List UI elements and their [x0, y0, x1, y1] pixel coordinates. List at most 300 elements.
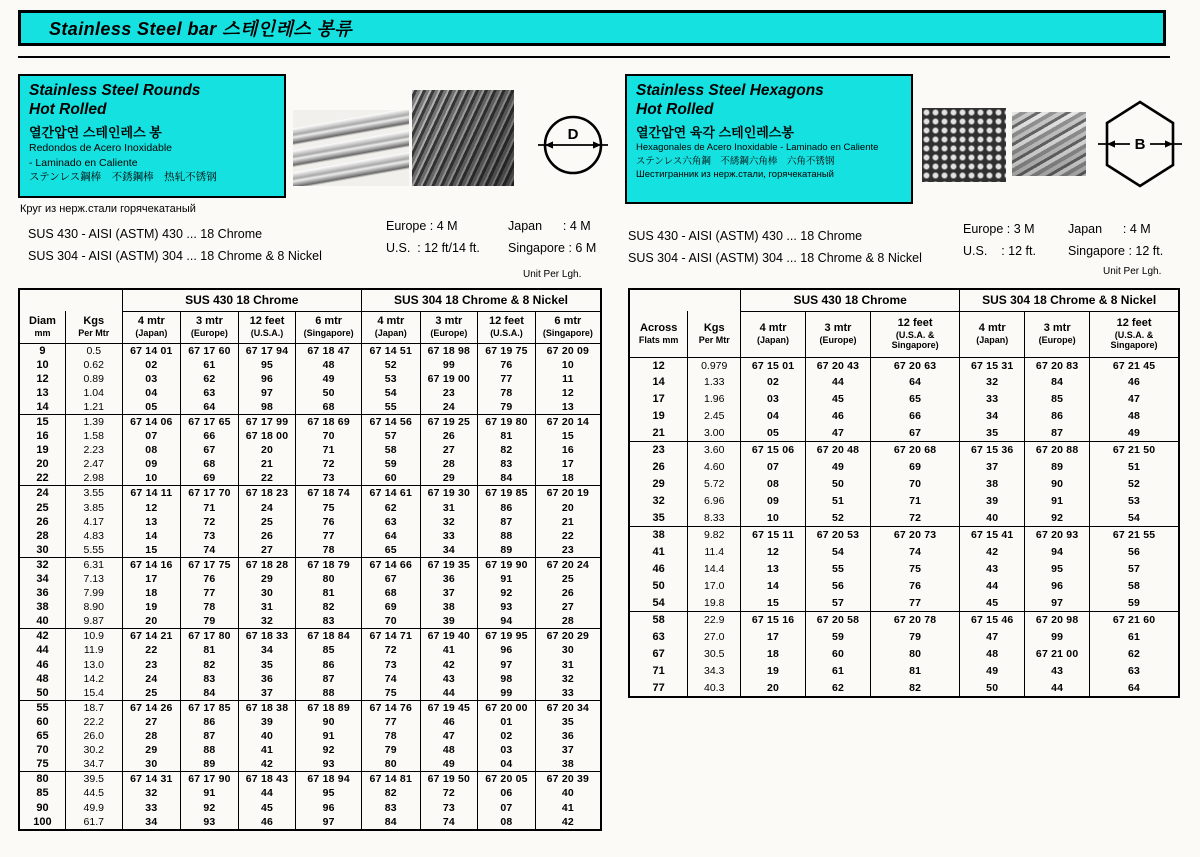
table-row	[629, 527, 1179, 544]
weight-cell: 17.0	[688, 578, 741, 595]
impa-code-cell: 67 15 06	[741, 442, 806, 459]
table-row	[629, 578, 1179, 595]
table-row	[19, 658, 601, 672]
weight-cell: 5.72	[688, 476, 741, 493]
impa-code-cell: 79	[181, 614, 239, 629]
impa-code-cell: 68	[361, 586, 420, 600]
sus430-header: SUS 430 18 Chrome	[122, 289, 361, 311]
diameter-letter: D	[567, 126, 579, 143]
impa-code-cell: 64	[181, 400, 239, 415]
impa-code-cell: 26	[535, 586, 601, 600]
impa-code-cell: 42	[535, 815, 601, 830]
impa-code-cell: 67 17 85	[181, 700, 239, 715]
impa-code-cell: 65	[870, 391, 959, 408]
impa-code-cell: 67 19 00	[420, 372, 478, 386]
impa-code-cell: 32	[122, 786, 181, 800]
rounds-table-body	[19, 343, 601, 830]
size-cell: 16	[19, 429, 65, 443]
impa-code-cell: 91	[181, 786, 239, 800]
impa-code-cell: 36	[535, 729, 601, 743]
size-cell: 60	[19, 715, 65, 729]
size-cell: 58	[629, 612, 688, 629]
impa-code-cell: 74	[181, 543, 239, 558]
table-row	[629, 425, 1179, 442]
impa-code-cell: 69	[361, 600, 420, 614]
impa-code-cell: 07	[478, 801, 536, 815]
size-cell: 67	[629, 646, 688, 663]
weight-cell: 34.3	[688, 663, 741, 680]
impa-code-cell: 86	[478, 501, 536, 515]
table-row	[19, 700, 601, 715]
grade-header-row	[19, 289, 601, 311]
impa-code-cell: 67 21 00	[1025, 646, 1090, 663]
weight-cell: 0.5	[65, 343, 122, 358]
impa-code-cell: 63	[361, 515, 420, 529]
table-row	[19, 786, 601, 800]
impa-code-cell: 36	[238, 672, 296, 686]
size-cell: 9	[19, 343, 65, 358]
impa-code-cell: 86	[296, 658, 362, 672]
impa-code-cell: 42	[420, 658, 478, 672]
size-cell: 10	[19, 358, 65, 372]
impa-code-cell: 67 17 60	[181, 343, 239, 358]
impa-code-cell: 67 20 83	[1025, 357, 1090, 374]
weight-cell: 3.55	[65, 486, 122, 501]
size-cell: 20	[19, 457, 65, 471]
impa-code-cell: 78	[361, 729, 420, 743]
impa-code-cell: 45	[238, 801, 296, 815]
impa-code-cell: 24	[420, 400, 478, 415]
impa-code-cell: 15	[741, 595, 806, 612]
impa-code-cell: 73	[296, 471, 362, 486]
impa-code-cell: 67 21 60	[1090, 612, 1179, 629]
impa-code-cell: 40	[535, 786, 601, 800]
impa-code-cell: 50	[806, 476, 871, 493]
impa-code-cell: 49	[296, 372, 362, 386]
impa-code-cell: 21	[535, 515, 601, 529]
length-column-header: 3 mtr (Europe)	[181, 311, 239, 343]
impa-code-cell: 20	[741, 680, 806, 698]
impa-code-cell: 99	[420, 358, 478, 372]
impa-code-cell: 50	[296, 386, 362, 400]
table-row	[19, 429, 601, 443]
impa-code-cell: 67 19 40	[420, 629, 478, 644]
impa-code-cell: 15	[122, 543, 181, 558]
impa-code-cell: 32	[238, 614, 296, 629]
impa-code-cell: 69	[870, 459, 959, 476]
impa-code-cell: 79	[870, 629, 959, 646]
impa-code-cell: 17	[122, 572, 181, 586]
weight-cell: 4.60	[688, 459, 741, 476]
impa-code-cell: 22	[122, 643, 181, 657]
impa-code-cell: 22	[535, 529, 601, 543]
impa-code-cell: 20	[535, 501, 601, 515]
weight-cell: 6.96	[688, 493, 741, 510]
impa-code-cell: 61	[181, 358, 239, 372]
length-column-header: 12 feet (U.S.A. & Singapore)	[870, 311, 959, 357]
impa-code-cell: 67 14 61	[361, 486, 420, 501]
impa-code-cell: 56	[806, 578, 871, 595]
hex-title: Stainless Steel Hexagons	[636, 82, 824, 99]
length-column-header: 4 mtr (Japan)	[960, 311, 1025, 357]
size-cell: 44	[19, 643, 65, 657]
weight-cell: 2.23	[65, 443, 122, 457]
impa-code-cell: 77	[870, 595, 959, 612]
impa-code-cell: 35	[960, 425, 1025, 442]
weight-cell: 1.96	[688, 391, 741, 408]
hex-spec-304: SUS 304 - AISI (ASTM) 304 ... 18 Chrome & 8 Nickel	[628, 251, 922, 265]
impa-code-cell: 24	[122, 672, 181, 686]
size-cell: 46	[19, 658, 65, 672]
impa-code-cell: 19	[122, 600, 181, 614]
impa-code-cell: 27	[238, 543, 296, 558]
impa-code-cell: 83	[478, 457, 536, 471]
impa-code-cell: 53	[1090, 493, 1179, 510]
table-row	[629, 595, 1179, 612]
table-row	[629, 442, 1179, 459]
impa-code-cell: 37	[420, 586, 478, 600]
impa-code-cell: 47	[1090, 391, 1179, 408]
impa-code-cell: 41	[238, 743, 296, 757]
impa-code-cell: 31	[238, 600, 296, 614]
weight-cell: 1.04	[65, 386, 122, 400]
impa-code-cell: 66	[181, 429, 239, 443]
impa-code-cell: 59	[1090, 595, 1179, 612]
hex-title-russian: Шестигранник из нерж.стали, горячекатаный	[636, 168, 834, 180]
impa-code-cell: 67 17 94	[238, 343, 296, 358]
impa-code-cell: 67 17 65	[181, 414, 239, 429]
impa-code-cell: 45	[806, 391, 871, 408]
impa-code-cell: 27	[122, 715, 181, 729]
size-cell: 55	[19, 700, 65, 715]
size-cell: 42	[19, 629, 65, 644]
impa-code-cell: 29	[238, 572, 296, 586]
sus430-header: SUS 430 18 Chrome	[741, 289, 960, 311]
impa-code-cell: 67 20 39	[535, 772, 601, 787]
impa-code-cell: 12	[741, 544, 806, 561]
impa-code-cell: 43	[1025, 663, 1090, 680]
size-cell: 32	[19, 557, 65, 572]
impa-code-cell: 38	[535, 757, 601, 772]
weight-cell: 11.4	[688, 544, 741, 561]
impa-code-cell: 13	[741, 561, 806, 578]
impa-code-cell: 76	[478, 358, 536, 372]
impa-code-cell: 88	[296, 686, 362, 701]
table-row	[19, 757, 601, 772]
size-column-header: Across Flats mm	[629, 311, 688, 357]
impa-code-cell: 85	[296, 643, 362, 657]
impa-code-cell: 10	[122, 471, 181, 486]
impa-code-cell: 56	[1090, 544, 1179, 561]
impa-code-cell: 17	[741, 629, 806, 646]
size-cell: 24	[19, 486, 65, 501]
impa-code-cell: 58	[361, 443, 420, 457]
size-cell: 85	[19, 786, 65, 800]
weight-cell: 27.0	[688, 629, 741, 646]
size-cell: 29	[629, 476, 688, 493]
impa-code-cell: 31	[535, 658, 601, 672]
impa-code-cell: 32	[420, 515, 478, 529]
weight-column-header: Kgs Per Mtr	[65, 311, 122, 343]
size-cell: 19	[629, 408, 688, 425]
impa-code-cell: 39	[960, 493, 1025, 510]
impa-code-cell: 68	[296, 400, 362, 415]
impa-code-cell: 33	[960, 391, 1025, 408]
impa-code-cell: 86	[181, 715, 239, 729]
impa-code-cell: 67	[361, 572, 420, 586]
impa-code-cell: 07	[122, 429, 181, 443]
impa-code-cell: 13	[122, 515, 181, 529]
impa-code-cell: 82	[478, 443, 536, 457]
impa-code-cell: 62	[1090, 646, 1179, 663]
weight-cell: 22.9	[688, 612, 741, 629]
impa-code-cell: 46	[420, 715, 478, 729]
impa-code-cell: 67 18 79	[296, 557, 362, 572]
rounds-subtitle: Hot Rolled	[29, 100, 107, 118]
rounds-length-japan: Japan : 4 M	[508, 219, 591, 233]
impa-code-cell: 57	[806, 595, 871, 612]
impa-code-cell: 83	[361, 801, 420, 815]
impa-code-cell: 96	[1025, 578, 1090, 595]
rounds-title-korean: 열간압연 스테인레스 봉	[29, 125, 162, 141]
table-row	[19, 600, 601, 614]
impa-code-cell: 33	[420, 529, 478, 543]
impa-code-cell: 67 20 14	[535, 414, 601, 429]
impa-code-cell: 03	[741, 391, 806, 408]
impa-code-cell: 67 18 28	[238, 557, 296, 572]
impa-code-cell: 67 17 99	[238, 414, 296, 429]
impa-code-cell: 23	[535, 543, 601, 558]
size-cell: 14	[19, 400, 65, 415]
impa-code-cell: 84	[181, 686, 239, 701]
impa-code-cell: 67 14 31	[122, 772, 181, 787]
impa-code-cell: 31	[420, 501, 478, 515]
length-column-header: 12 feet (U.S.A.)	[238, 311, 296, 343]
impa-code-cell: 67 14 06	[122, 414, 181, 429]
impa-code-cell: 71	[296, 443, 362, 457]
impa-code-cell: 67	[870, 425, 959, 442]
hex-length-us: U.S. : 12 ft.	[963, 244, 1036, 258]
size-cell: 90	[19, 801, 65, 815]
impa-code-cell: 60	[806, 646, 871, 663]
impa-code-cell: 46	[806, 408, 871, 425]
rounds-title-spanish-2: - Laminado en Caliente	[29, 156, 138, 169]
impa-code-cell: 98	[478, 672, 536, 686]
impa-code-cell: 03	[478, 743, 536, 757]
size-cell: 30	[19, 543, 65, 558]
impa-code-cell: 26	[420, 429, 478, 443]
impa-code-cell: 66	[870, 408, 959, 425]
impa-code-cell: 58	[1090, 578, 1179, 595]
impa-code-cell: 67 20 09	[535, 343, 601, 358]
size-cell: 80	[19, 772, 65, 787]
grade-header-row	[629, 289, 1179, 311]
impa-code-cell: 46	[1090, 374, 1179, 391]
impa-code-cell: 08	[741, 476, 806, 493]
length-column-header: 12 feet (U.S.A.)	[478, 311, 536, 343]
impa-code-cell: 80	[296, 572, 362, 586]
page-title: Stainless Steel bar 스테인레스 봉류	[49, 19, 352, 39]
impa-code-cell: 67 14 21	[122, 629, 181, 644]
weight-cell: 4.83	[65, 529, 122, 543]
hex-table-body	[629, 357, 1179, 697]
impa-code-cell: 97	[478, 658, 536, 672]
length-column-header: 6 mtr (Singapore)	[535, 311, 601, 343]
size-cell: 32	[629, 493, 688, 510]
weight-cell: 22.2	[65, 715, 122, 729]
impa-code-cell: 10	[741, 510, 806, 527]
table-row	[19, 486, 601, 501]
table-row	[19, 372, 601, 386]
impa-code-cell: 19	[741, 663, 806, 680]
impa-code-cell: 25	[238, 515, 296, 529]
impa-code-cell: 90	[296, 715, 362, 729]
impa-code-cell: 67 20 00	[478, 700, 536, 715]
size-cell: 34	[19, 572, 65, 586]
impa-code-cell: 87	[478, 515, 536, 529]
weight-cell: 39.5	[65, 772, 122, 787]
length-column-header: 4 mtr (Japan)	[361, 311, 420, 343]
impa-code-cell: 67 20 05	[478, 772, 536, 787]
impa-code-cell: 41	[420, 643, 478, 657]
impa-code-cell: 67 15 31	[960, 357, 1025, 374]
impa-code-cell: 67 20 98	[1025, 612, 1090, 629]
impa-code-cell: 01	[478, 715, 536, 729]
impa-code-cell: 67 20 43	[806, 357, 871, 374]
impa-code-cell: 35	[238, 658, 296, 672]
impa-code-cell: 67 20 53	[806, 527, 871, 544]
impa-code-cell: 67 15 46	[960, 612, 1025, 629]
size-cell: 13	[19, 386, 65, 400]
hex-subtitle: Hot Rolled	[636, 100, 714, 118]
impa-code-cell: 67 20 78	[870, 612, 959, 629]
impa-code-cell: 14	[122, 529, 181, 543]
impa-code-cell: 67 15 16	[741, 612, 806, 629]
impa-code-cell: 40	[238, 729, 296, 743]
table-row	[19, 400, 601, 415]
weight-cell: 30.2	[65, 743, 122, 757]
weight-cell: 4.17	[65, 515, 122, 529]
impa-code-cell: 76	[296, 515, 362, 529]
impa-code-cell: 29	[122, 743, 181, 757]
size-cell: 26	[19, 515, 65, 529]
weight-cell: 14.2	[65, 672, 122, 686]
weight-cell: 14.4	[688, 561, 741, 578]
impa-code-cell: 80	[870, 646, 959, 663]
impa-code-cell: 72	[870, 510, 959, 527]
impa-code-cell: 59	[806, 629, 871, 646]
size-cell: 71	[629, 663, 688, 680]
size-cell: 22	[19, 471, 65, 486]
impa-code-cell: 78	[296, 543, 362, 558]
impa-code-cell: 73	[420, 801, 478, 815]
length-column-header: 12 feet (U.S.A. & Singapore)	[1090, 311, 1179, 357]
impa-code-cell: 67 18 38	[238, 700, 296, 715]
impa-code-cell: 16	[535, 443, 601, 457]
impa-code-cell: 67 17 75	[181, 557, 239, 572]
impa-code-cell: 38	[960, 476, 1025, 493]
impa-code-cell: 77	[478, 372, 536, 386]
table-row	[19, 801, 601, 815]
weight-cell: 0.979	[688, 357, 741, 374]
impa-code-cell: 95	[238, 358, 296, 372]
impa-code-cell: 49	[1090, 425, 1179, 442]
size-cell: 40	[19, 614, 65, 629]
size-cell: 48	[19, 672, 65, 686]
weight-cell: 9.82	[688, 527, 741, 544]
impa-code-cell: 34	[122, 815, 181, 830]
impa-code-cell: 28	[535, 614, 601, 629]
table-row	[19, 501, 601, 515]
weight-cell: 3.60	[688, 442, 741, 459]
impa-code-cell: 67 15 41	[960, 527, 1025, 544]
impa-code-cell: 44	[238, 786, 296, 800]
impa-code-cell: 33	[535, 686, 601, 701]
impa-code-cell: 47	[806, 425, 871, 442]
impa-code-cell: 30	[122, 757, 181, 772]
impa-code-cell: 77	[361, 715, 420, 729]
impa-code-cell: 08	[122, 443, 181, 457]
table-row	[19, 586, 601, 600]
impa-code-cell: 67 20 29	[535, 629, 601, 644]
weight-cell: 8.90	[65, 600, 122, 614]
impa-code-cell: 79	[361, 743, 420, 757]
size-cell: 38	[19, 600, 65, 614]
rounds-title-russian: Круг из нерж.стали горячекатаный	[20, 203, 196, 215]
impa-code-cell: 70	[361, 614, 420, 629]
impa-code-cell: 67 18 84	[296, 629, 362, 644]
impa-code-cell: 86	[1025, 408, 1090, 425]
impa-code-cell: 21	[238, 457, 296, 471]
table-row	[629, 391, 1179, 408]
weight-cell: 6.31	[65, 557, 122, 572]
impa-code-cell: 37	[238, 686, 296, 701]
table-row	[629, 510, 1179, 527]
impa-code-cell: 38	[420, 600, 478, 614]
impa-code-cell: 67 20 88	[1025, 442, 1090, 459]
impa-code-cell: 41	[535, 801, 601, 815]
rounds-length-us: U.S. : 12 ft/14 ft.	[386, 241, 480, 255]
size-cell: 41	[629, 544, 688, 561]
size-cell: 38	[629, 527, 688, 544]
impa-code-cell: 82	[361, 786, 420, 800]
impa-code-cell: 92	[296, 743, 362, 757]
impa-code-cell: 33	[122, 801, 181, 815]
hex-length-japan: Japan : 4 M	[1068, 222, 1151, 236]
impa-code-cell: 70	[870, 476, 959, 493]
impa-code-cell: 81	[296, 586, 362, 600]
impa-code-cell: 67 14 51	[361, 343, 420, 358]
length-column-header: 3 mtr (Europe)	[806, 311, 871, 357]
table-row	[19, 743, 601, 757]
impa-code-cell: 89	[478, 543, 536, 558]
impa-code-cell: 67 14 56	[361, 414, 420, 429]
table-row	[19, 386, 601, 400]
impa-code-cell: 67 18 89	[296, 700, 362, 715]
impa-code-cell: 92	[478, 586, 536, 600]
impa-code-cell: 52	[1090, 476, 1179, 493]
impa-code-cell: 62	[806, 680, 871, 698]
hex-price-table	[628, 288, 1180, 698]
table-row	[19, 672, 601, 686]
rod-bundle-photo	[412, 90, 514, 186]
impa-code-cell: 67 18 23	[238, 486, 296, 501]
impa-code-cell: 44	[960, 578, 1025, 595]
impa-code-cell: 61	[806, 663, 871, 680]
rounds-info-box	[18, 74, 286, 198]
table-row	[19, 557, 601, 572]
impa-code-cell: 93	[478, 600, 536, 614]
